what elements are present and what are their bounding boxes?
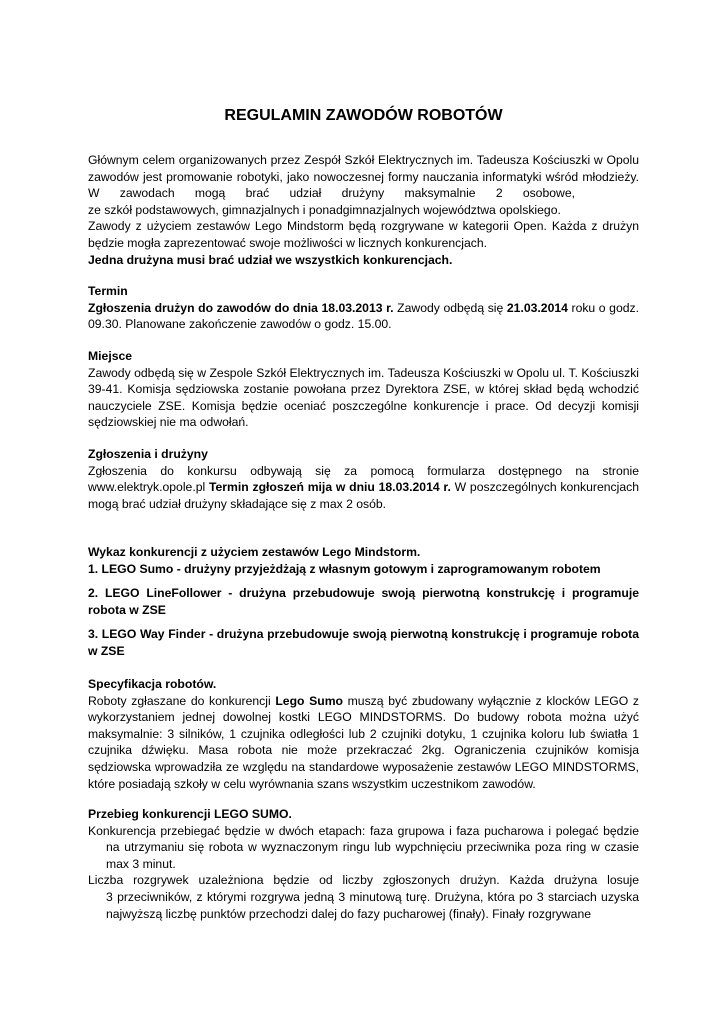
intro-line: Głównym celem organizowanych przez Zespół Szkół Elektrycznych im. Tadeusza Kościuszki w Opolu — [88, 153, 639, 167]
przebieg-indented-paragraph: 3 przeciwników, z którymi rozgrywa jedną 3 minutową turę. Drużyna, która po 3 starciach uzyska najwyższą liczbę punktów przechodzi dalej do fazy pucharowej (finały). Finały rozgrywane — [106, 889, 639, 921]
miejsce-section — [88, 348, 639, 431]
miejsce-heading: Miejsce — [88, 349, 133, 363]
intro-paragraph: Zawody z użyciem zestawów Lego Mindstorm będą rozgrywane w kategorii Open. Każda z drużyn będzie mogła zaprezentować swoje możliwości w licznych konkurencjach. — [88, 219, 639, 250]
specyfikacja-heading: Specyfikacja robotów. — [88, 677, 217, 691]
intro-line: ze szkół podstawowych, gimnazjalnych i ponadgimnazjalnych województwa opolskiego. — [88, 202, 561, 217]
przebieg-indented-paragraph: na utrzymaniu się robota w wyznaczonym ringu lub wypchnięciu przeciwnika poza ring w czasie max 3 minut. — [106, 840, 639, 871]
konkurencje-heading: Wykaz konkurencji z użyciem zestawów Lego Mindstorm. — [88, 545, 421, 559]
zgloszenia-paragraph: Zgłoszenia do konkursu odbywają się za pomocą formularza dostępnego na stronie www.elektryk.opole.pl Termin zgłoszeń mija w dniu 18.03.2014 r. W poszczególnych konkurencjach mogą brać udział drużyny składające się z max 2 osób. — [88, 463, 639, 511]
termin-heading: Termin — [88, 284, 128, 298]
page-title: REGULAMIN ZAWODÓW ROBOTÓW — [224, 107, 503, 124]
przebieg-section — [88, 806, 639, 922]
intro-spread-line: W zawodach mogą brać udział drużyny maksymalnie 2 osobowe, — [88, 186, 575, 201]
przebieg-line: Konkurencja przebiegać będzie w dwóch etapach: faza grupowa i faza pucharowa i polegać będzie — [88, 823, 639, 838]
konkurencja-item-linefollower: 2. LEGO LineFollower - drużyna przebudowuje swoją pierwotną konstrukcję i programuje robota w ZSE — [88, 586, 639, 617]
specyfikacja-paragraph: Roboty zgłaszane do konkurencji Lego Sumo muszą być zbudowany wyłącznie z klocków LEGO z wykorzystaniem jednej dowolnej kostki LEGO MINDSTORMS. Do budowy robota można użyć maksymalnie: 3 silników, 1 czujnika odległości lub 2 czujniki dotyku, 1 czujnika koloru lub światła 1 czujnika dźwięku. Masa robota nie może przekraczać 2kg. Ograniczenia czujników komisja sędziowska wprowadziła ze względu na standardowe wyposażenie zestawów LEGO MINDSTORMS, które posiadają szkoły w celu wyrównania szans wszystkim uczestnikom zawodów. — [88, 693, 640, 791]
zgloszenia-section — [88, 446, 639, 512]
termin-section — [88, 283, 639, 333]
termin-paragraph: Zgłoszenia drużyn do zawodów do dnia 18.03.2013 r. Zawody odbędą się 21.03.2014 roku o godz. 09.30. Planowane zakończenie zawodów o godz. 15.00. — [88, 300, 640, 332]
konkurencja-item-wayfinder: 3. LEGO Way Finder - drużyna przebudowuje swoją pierwotną konstrukcję i programuje robota w ZSE — [88, 627, 639, 658]
intro-bold-line: Jedna drużyna musi brać udział we wszystkich konkurencjach. — [88, 252, 453, 267]
miejsce-paragraph: Zawody odbędą się w Zespole Szkół Elektrycznych im. Tadeusza Kościuszki w Opolu ul. T. Kościuszki 39-41. Komisja sędziowska zostanie powołana przez Dyrektora ZSE, w której skład będą wchodzić nauczyciele ZSE. Komisja będzie oceniać poszczególne konkurencje i prace. Od decyzji komisji sędziowskiej nie ma odwołań. — [88, 365, 639, 430]
konkurencje-section — [88, 544, 639, 660]
intro-line: zawodów jest promowanie robotyki, jako nowoczesnej formy nauczania informatyki wśród młodzieży. — [88, 169, 639, 184]
przebieg-line: Liczba rozgrywek uzależniona będzie od liczby zgłoszonych drużyn. Każda drużyna losuje — [88, 873, 639, 888]
przebieg-heading: Przebieg konkurencji LEGO SUMO. — [88, 807, 292, 821]
zgloszenia-heading: Zgłoszenia i drużyny — [88, 447, 208, 461]
intro-section — [88, 152, 639, 268]
konkurencja-item-sumo: 1. LEGO Sumo - drużyny przyjeżdżają z własnym gotowym i zaprogramowanym robotem — [88, 561, 601, 576]
specyfikacja-section — [88, 676, 639, 792]
